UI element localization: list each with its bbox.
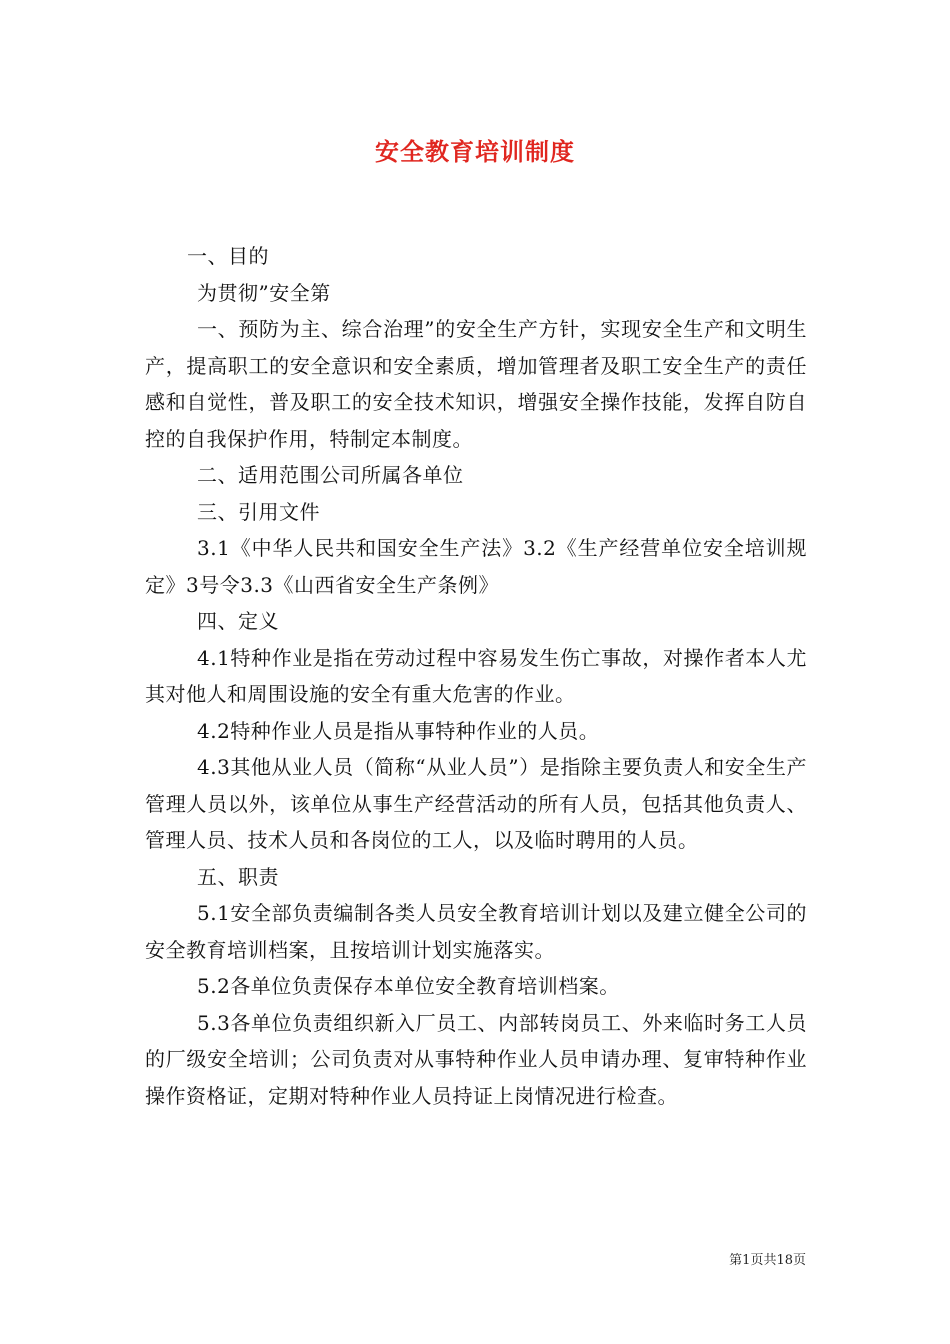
document-title: 安全教育培训制度 — [375, 138, 575, 166]
paragraph: 一、预防为主、综合治理”的安全生产方针，实现安全生产和文明生产，提高职工的安全意识和安全素质，增加管理者及职工安全生产的责任感和自觉性，普及职工的安全技术知识，增强安全操作技能，发挥自防自控的自我保护作用，特制定本制度。 — [145, 317, 807, 451]
paragraph: 3.1《中华人民共和国安全生产法》3.2《生产经营单位安全培训规定》3号令3.3《山西省安全生产条例》 — [145, 536, 807, 597]
paragraph: 5.2各单位负责保存本单位安全教育培训档案。 — [197, 974, 620, 998]
paragraph: 5.3各单位负责组织新入厂员工、内部转岗员工、外来临时务工人员的厂级安全培训；公司负责对从事特种作业人员申请办理、复审特种作业操作资格证，定期对特种作业人员持证上岗情况进行检查。 — [145, 1010, 807, 1108]
section-heading-responsibilities: 五、职责 — [197, 864, 279, 889]
section-heading-definitions: 四、定义 — [197, 609, 279, 633]
paragraph: 4.3其他从业人员（简称“从业人员”）是指除主要负责人和安全生产管理人员以外，该单位从事生产经营活动的所有人员，包括其他负责人、管理人员、技术人员和各岗位的工人，以及临时聘用的人员。 — [145, 755, 807, 852]
section-heading-references: 三、引用文件 — [197, 499, 320, 524]
paragraph: 4.1特种作业是指在劳动过程中容易发生伤亡事故，对操作者本人尤其对他人和周围设施的安全有重大危害的作业。 — [145, 645, 807, 706]
page-number-footer: 第1页共18页 — [729, 1253, 806, 1268]
section-heading-scope: 二、适用范围公司所属各单位 — [197, 463, 464, 487]
paragraph: 5.1安全部负责编制各类人员安全教育培训计划以及建立健全公司的安全教育培训档案，且按培训计划实施落实。 — [145, 901, 807, 962]
document-body — [145, 238, 807, 1114]
section-heading-purpose: 一、目的 — [187, 244, 269, 268]
paragraph: 为贯彻”安全第 — [197, 280, 331, 305]
paragraph: 4.2特种作业人员是指从事特种作业的人员。 — [197, 718, 600, 743]
